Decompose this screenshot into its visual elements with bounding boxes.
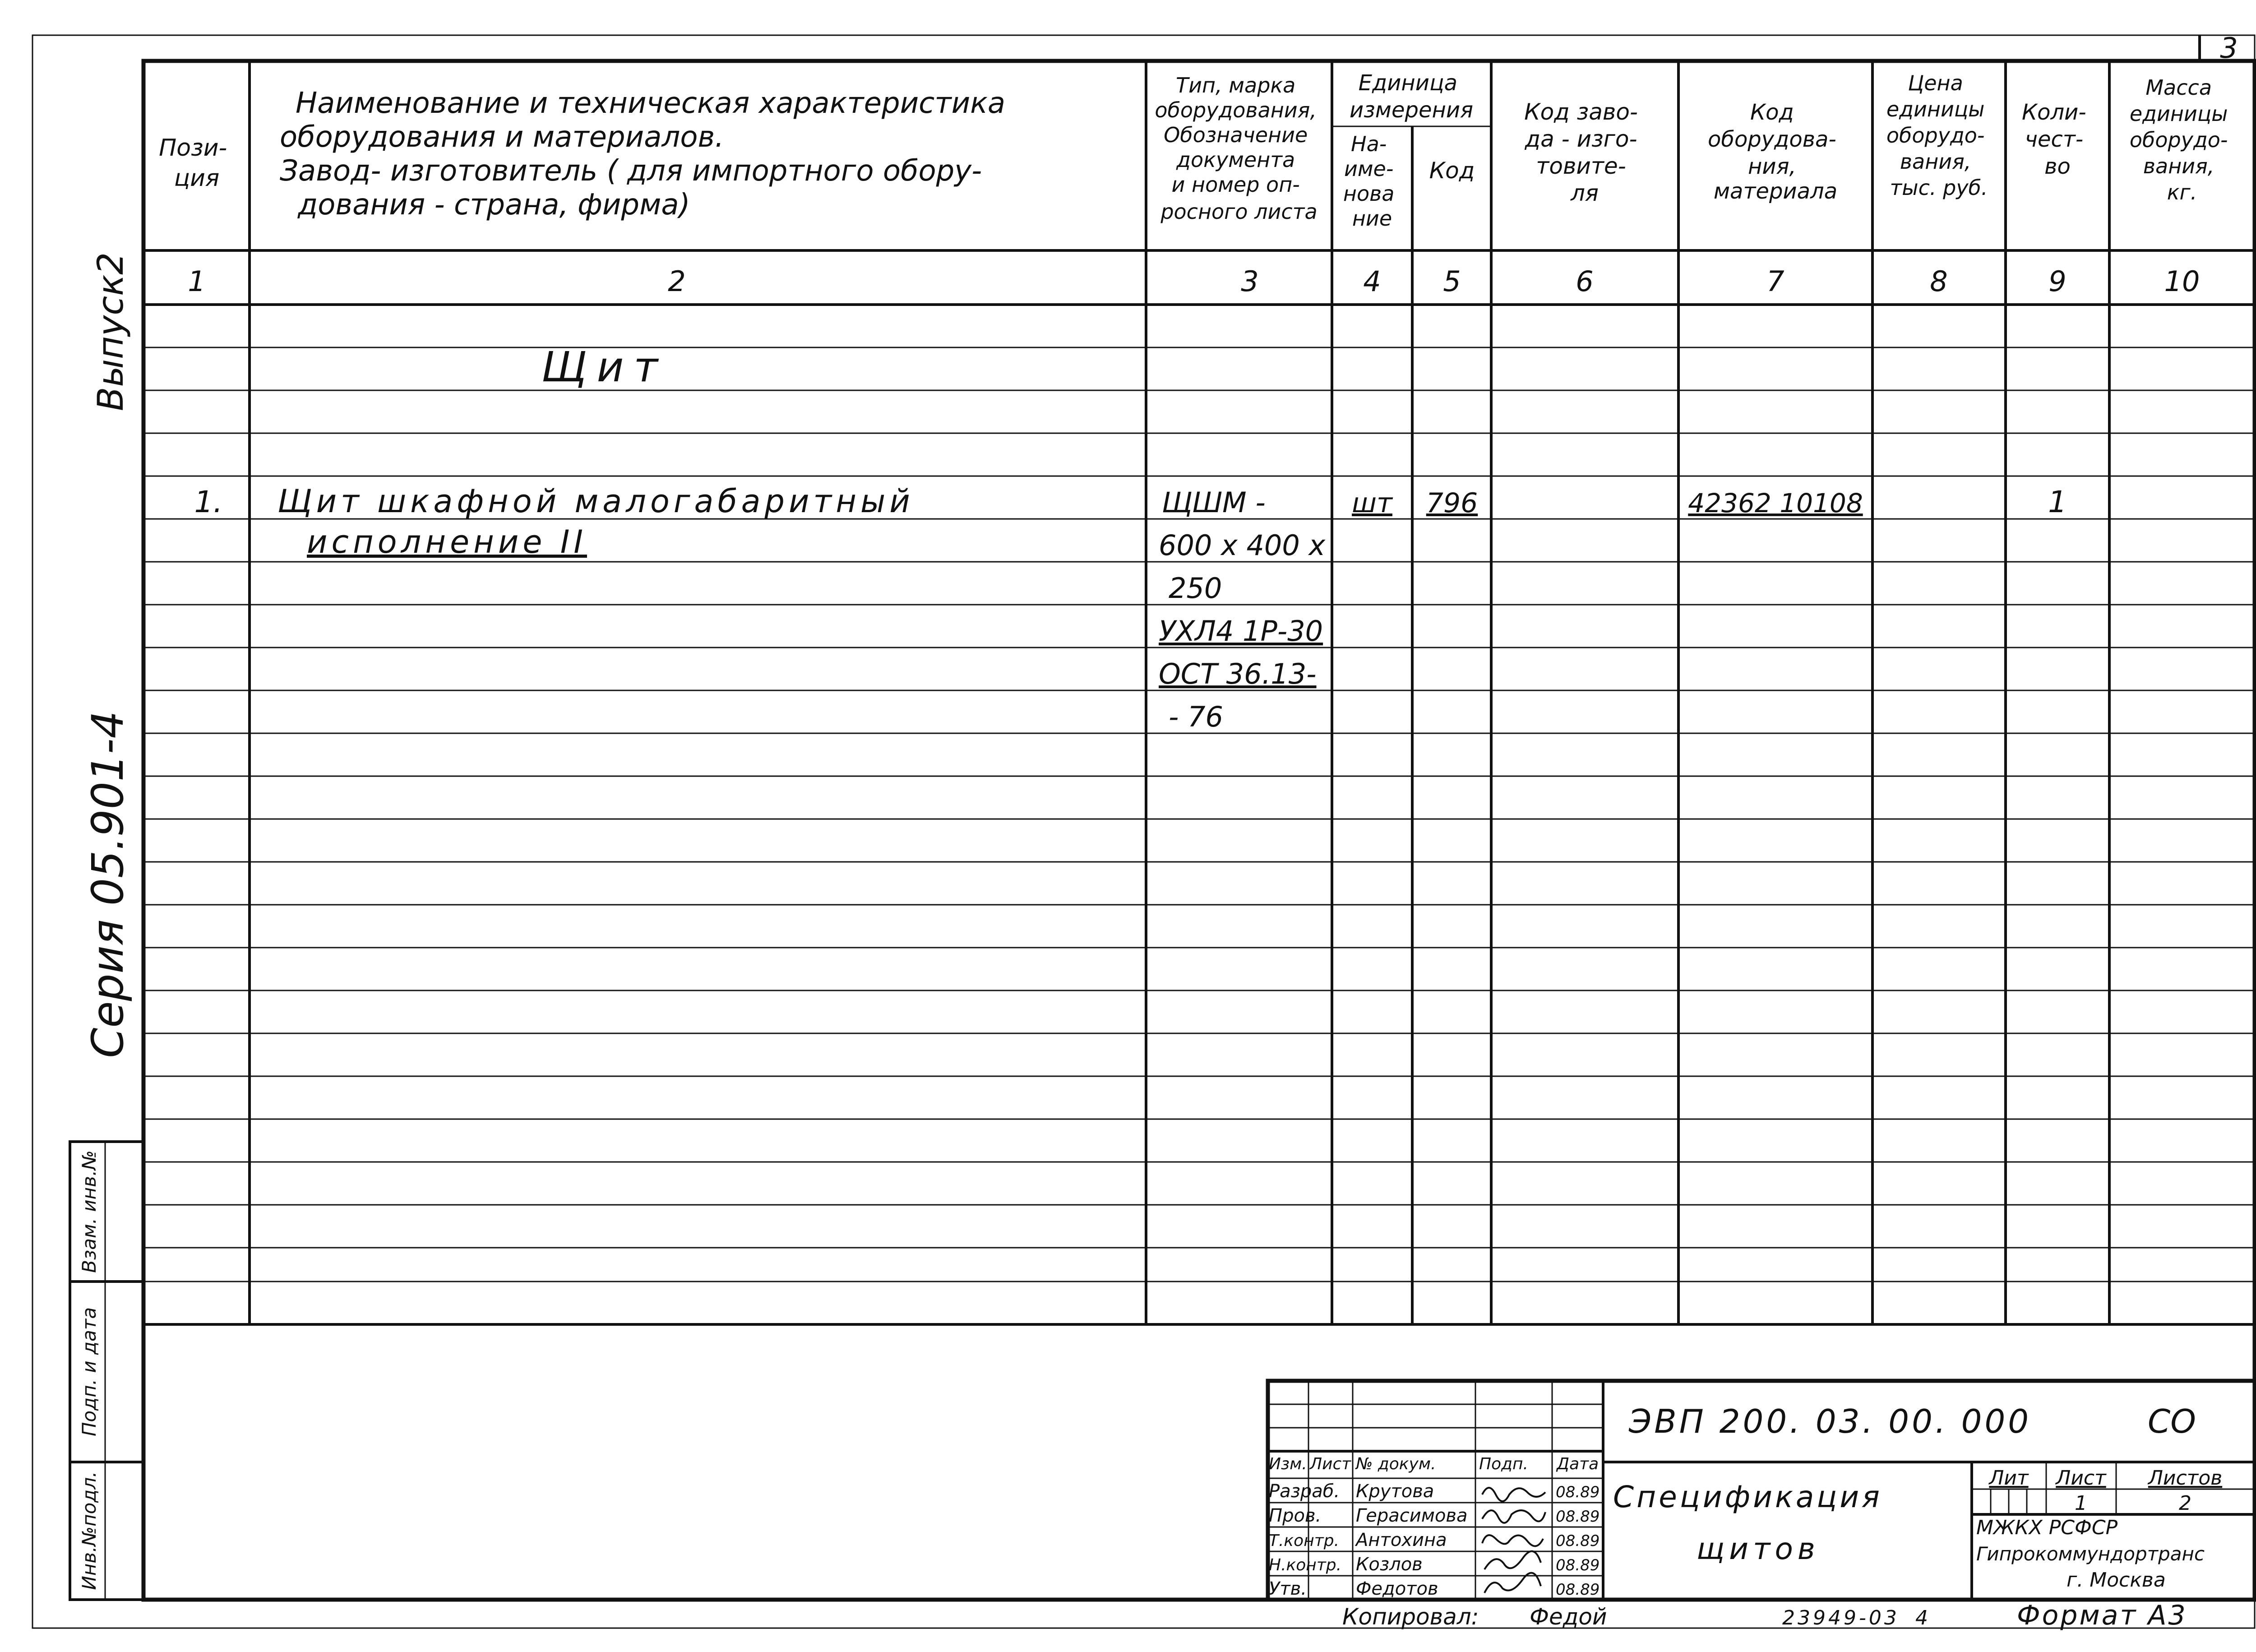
- sheet-border: [32, 35, 2255, 1628]
- stamp-sign-date-label: Подп. и дата: [78, 1307, 100, 1437]
- format-label: Формат А3: [2017, 1600, 2187, 1631]
- section-title: Щит: [541, 343, 668, 391]
- title-line-2: щитов: [1697, 1532, 1820, 1566]
- head-cell: Дата: [1557, 1455, 1599, 1473]
- col-number: 6: [1576, 265, 1594, 298]
- signer-rows: [1269, 1481, 1600, 1599]
- signer-role: Разраб.: [1269, 1481, 1340, 1502]
- col-number: 10: [2164, 265, 2200, 298]
- type-line: 600 х 400 х: [1159, 529, 1326, 562]
- col-number: 4: [1363, 265, 1381, 298]
- copied-by: Федой: [1530, 1604, 1607, 1630]
- left-stamp: [70, 1142, 143, 1600]
- signer-role: Т.контр.: [1269, 1532, 1340, 1550]
- header-col-9: Коли- чест- во: [2022, 100, 2086, 179]
- header-col-4: На- име- нова ние: [1343, 132, 1395, 231]
- signature-mark: [1482, 1535, 1543, 1546]
- signer-role: Н.контр.: [1269, 1556, 1342, 1574]
- header-col-6: Код заво- да - изго- товите- ля: [1524, 99, 1638, 206]
- item-quantity: 1: [2048, 485, 2067, 519]
- org-line: МЖКХ РСФСР: [1976, 1516, 2118, 1539]
- org-line: г. Москва: [2066, 1569, 2166, 1592]
- item-unit-code: 796: [1426, 487, 1478, 519]
- type-line: ЩШМ -: [1162, 486, 1266, 519]
- head-cell: № докум.: [1356, 1455, 1436, 1473]
- org-line: Гипрокоммундортранс: [1976, 1543, 2205, 1565]
- column-numbers: [188, 265, 2200, 298]
- signature-mark: [1482, 1488, 1545, 1501]
- header-col-3: Тип, марка оборудования, Обозначение документа и номер оп- росного листа: [1155, 73, 1318, 224]
- type-line: 250: [1169, 572, 1222, 605]
- sheet-label: Лист: [2056, 1467, 2106, 1490]
- head-cell: Подп.: [1479, 1455, 1528, 1473]
- signer-name: Козлов: [1356, 1554, 1423, 1575]
- item-position: 1.: [194, 485, 223, 519]
- signer-name: Антохина: [1356, 1530, 1447, 1550]
- signer-role: Пров.: [1269, 1505, 1322, 1526]
- signer-name: Федотов: [1356, 1578, 1438, 1599]
- signer-date: 08.89: [1556, 1483, 1600, 1501]
- doc-code: СО: [2148, 1402, 2196, 1440]
- type-line: ОСТ 36.13-: [1159, 657, 1317, 690]
- signer-date: 08.89: [1556, 1532, 1600, 1550]
- sheet-number: 3: [2220, 32, 2238, 65]
- col-number: 7: [1766, 265, 1784, 298]
- sheet-info: [1988, 1467, 2222, 1515]
- lit-label: Лит: [1989, 1467, 2029, 1490]
- stamp-inv-label: Инв.№подл.: [78, 1471, 100, 1590]
- order-number: 23949-03: [1782, 1606, 1900, 1629]
- type-line: УХЛ4 1Р-30: [1159, 615, 1323, 648]
- signature-head: [1269, 1455, 1599, 1473]
- issue-label: Выпуск2: [91, 252, 131, 411]
- sheet-value: 1: [2075, 1492, 2087, 1515]
- col-number: 3: [1241, 265, 1259, 298]
- signer-date: 08.89: [1556, 1508, 1600, 1526]
- header-col-2: Наименование и техническая характеристика оборудования и материалов. Завод- изготовитель ( для импортного обору- дования - страна, фирма): [280, 87, 1006, 222]
- item-type-lines: [1159, 486, 1326, 733]
- header-col-5: Код: [1429, 157, 1475, 184]
- col-number: 8: [1930, 265, 1948, 298]
- col-number: 5: [1443, 265, 1461, 298]
- signature-mark: [1482, 1510, 1545, 1523]
- item-name-line-1: Щит шкафной малогабаритный: [277, 483, 914, 520]
- signer-date: 08.89: [1556, 1581, 1600, 1599]
- signer-name: Герасимова: [1356, 1505, 1468, 1526]
- stamp-replace-label: Взам. инв.№: [78, 1150, 100, 1273]
- designation: ЭВП 200. 03. 00. 000: [1629, 1402, 2032, 1440]
- signer-name: Крутова: [1356, 1481, 1434, 1502]
- item-name-line-2: исполнение II: [307, 523, 587, 560]
- sheets-value: 2: [2179, 1492, 2191, 1515]
- organization: [1976, 1516, 2205, 1592]
- sheets-label: Листов: [2148, 1467, 2223, 1490]
- header-col-1: Пози- ция: [159, 134, 227, 192]
- type-line: - 76: [1169, 700, 1223, 733]
- item-equipment-code: 42362 10108: [1688, 488, 1863, 518]
- sheet-index: 4: [1915, 1606, 1928, 1629]
- signer-date: 08.89: [1556, 1556, 1600, 1574]
- col-number: 1: [188, 265, 206, 298]
- title-line-1: Спецификация: [1613, 1480, 1882, 1514]
- head-cell: Лист: [1310, 1455, 1351, 1473]
- item-unit-name: шт: [1352, 487, 1392, 519]
- header-col-10: Масса единицы оборудо- вания, кг.: [2129, 75, 2228, 204]
- header-unit-group: Единица измерения: [1350, 70, 1473, 123]
- copied-label: Копировал:: [1342, 1604, 1479, 1630]
- header-col-8: Цена единицы оборудо- вания, тыс. руб.: [1886, 71, 1988, 200]
- signer-role: Утв.: [1269, 1578, 1307, 1599]
- col-number: 2: [668, 265, 686, 298]
- col-number: 9: [2048, 265, 2066, 298]
- head-cell: Изм.: [1269, 1455, 1307, 1473]
- header-col-7: Код оборудова- ния, материала: [1707, 100, 1838, 204]
- signature-scribbles: [1482, 1488, 1545, 1593]
- series-label: Серия 05.901-4: [83, 711, 133, 1058]
- signature-mark: [1484, 1551, 1541, 1569]
